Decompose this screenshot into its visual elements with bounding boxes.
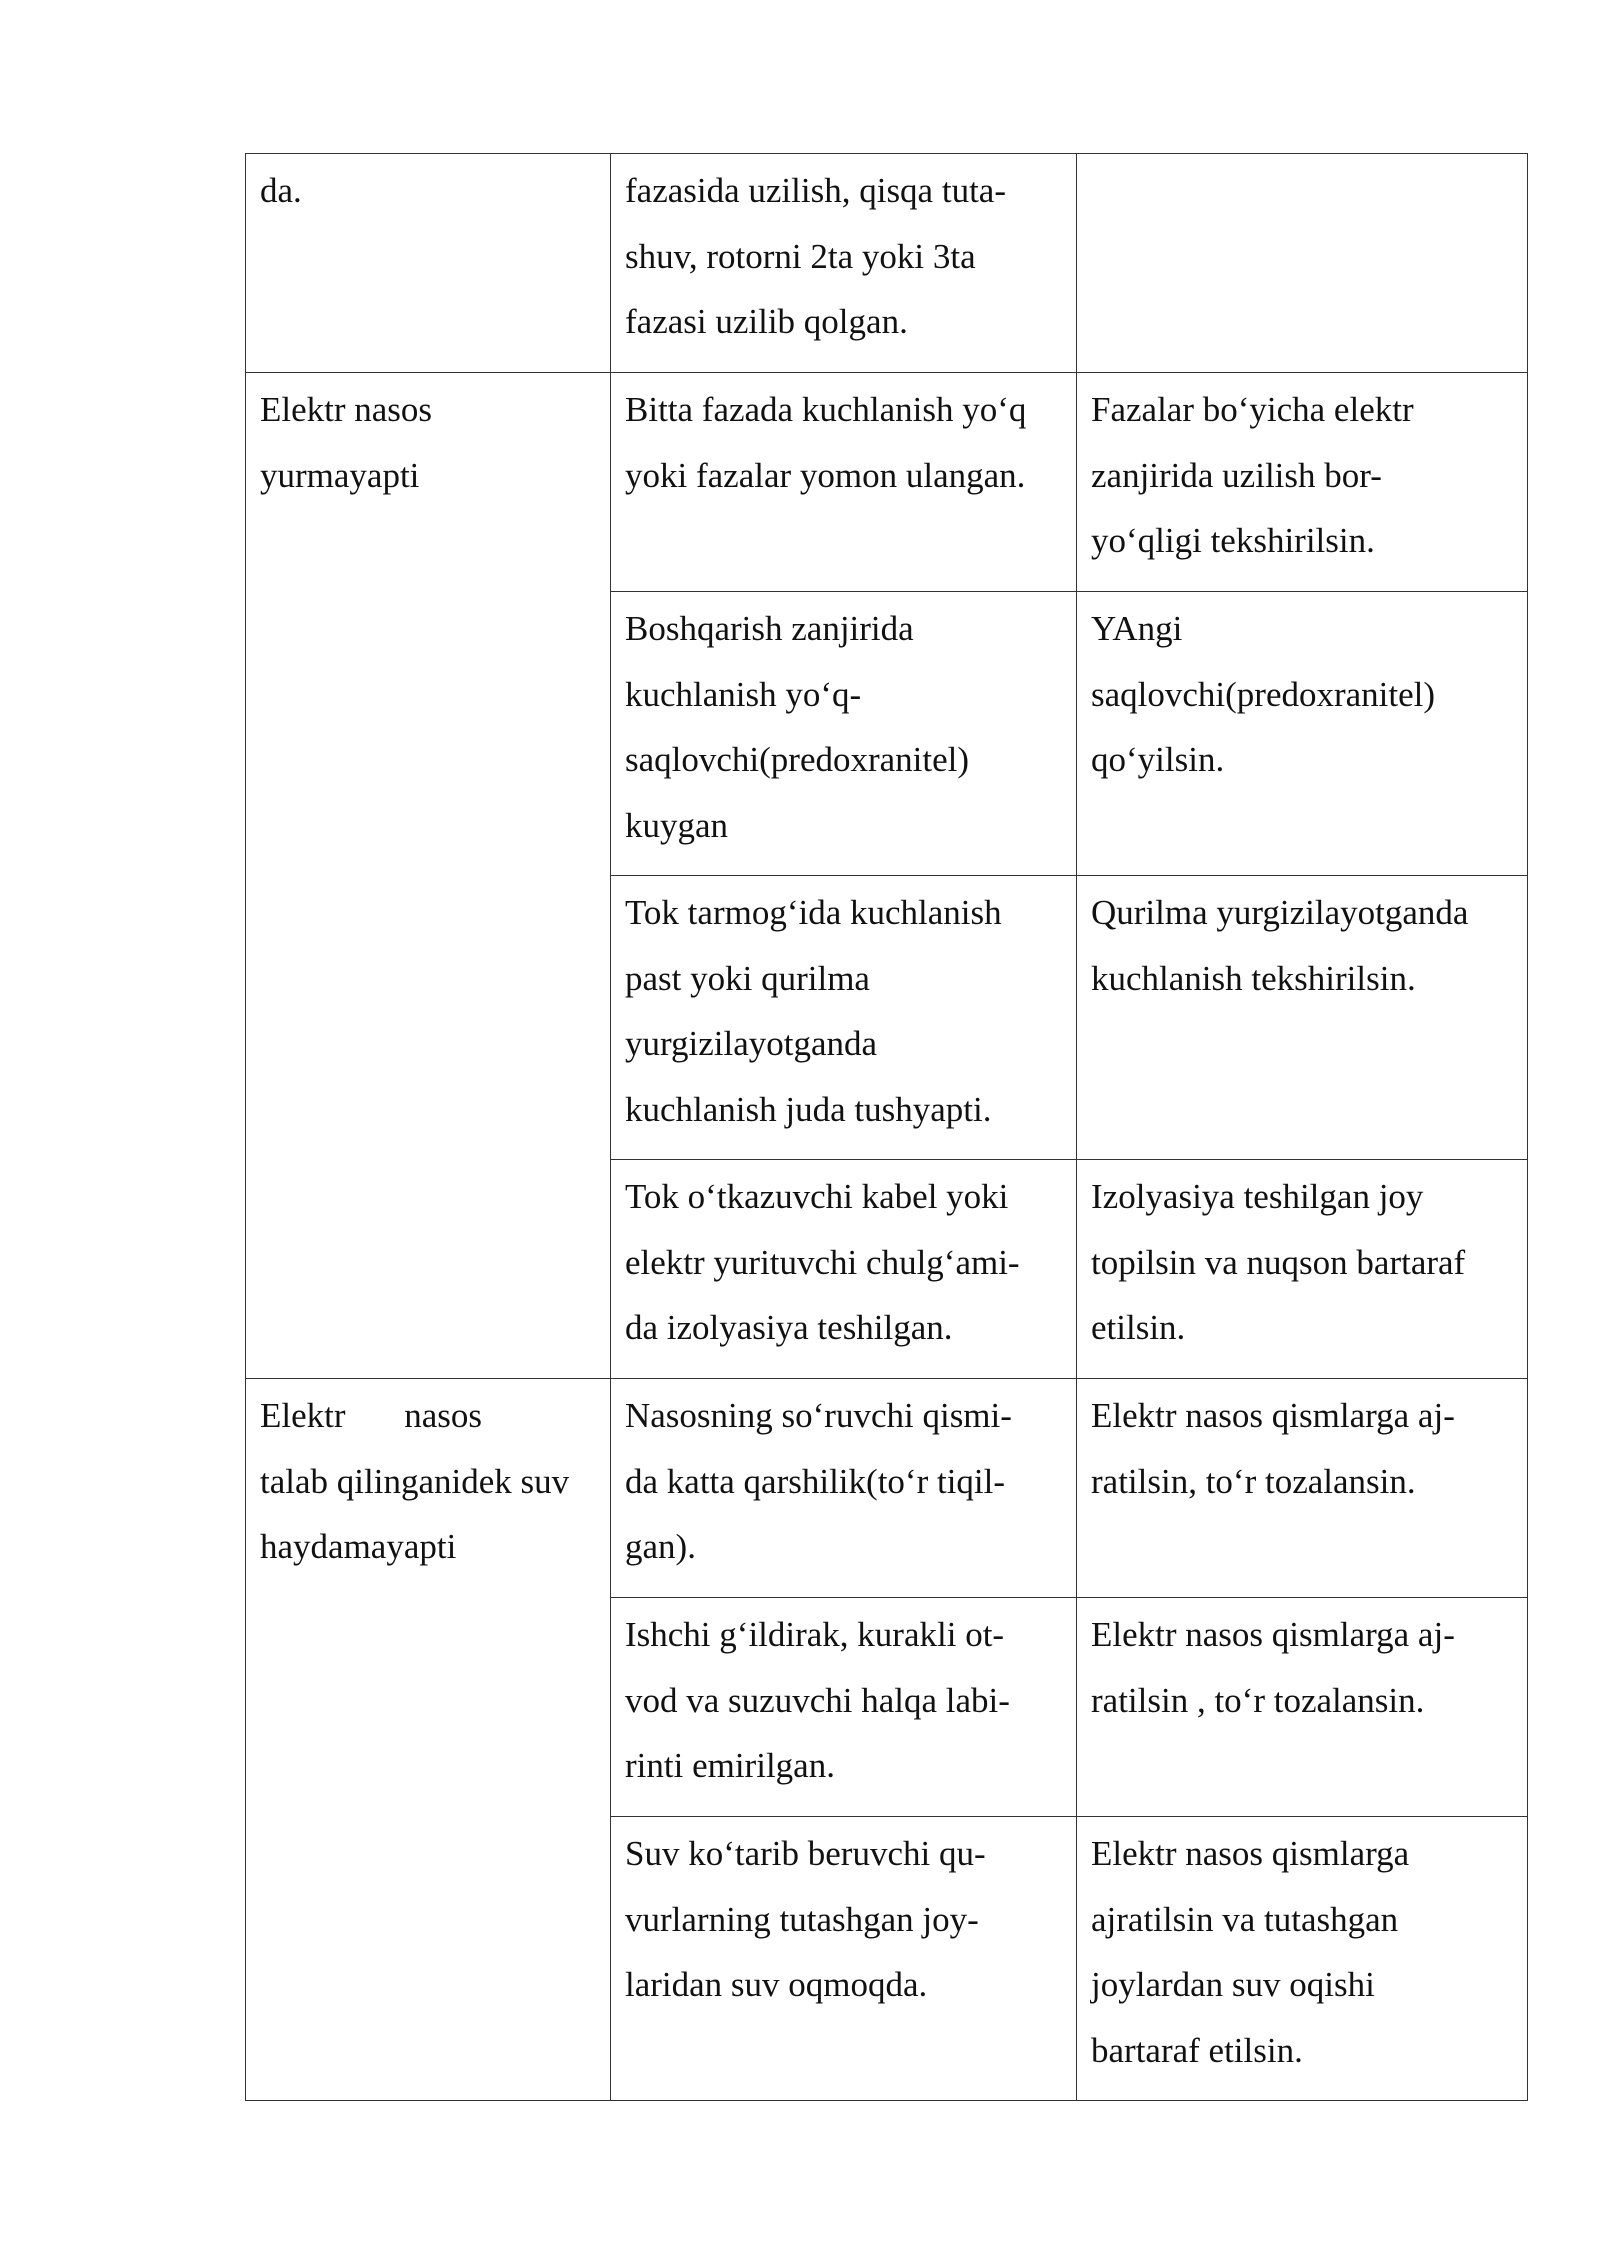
remedy-line: joylardan suv oqishi bbox=[1091, 1965, 1375, 2004]
cause-line: fazasida uzilish, qisqa tuta- bbox=[625, 171, 1006, 210]
cause-line: kuchlanish juda tushyapti. bbox=[625, 1089, 992, 1129]
cause-line: Tok tarmog‘ida kuchlanish bbox=[625, 893, 1002, 932]
symptom-line: Elektr nasos bbox=[260, 390, 433, 429]
cause-line: Nasosning so‘ruvchi qismi- bbox=[625, 1396, 1012, 1435]
remedy-line: topilsin va nuqson bartaraf bbox=[1091, 1242, 1466, 1282]
cause-cell bbox=[611, 1817, 1077, 2101]
symptom-line: talab qilinganidek suv bbox=[260, 1461, 570, 1501]
cause-cell bbox=[611, 592, 1077, 876]
cause-cell bbox=[611, 1160, 1077, 1379]
cause-line: rinti emirilgan. bbox=[625, 1746, 835, 1785]
cause-line: elektr yurituvchi chulg‘ami- bbox=[625, 1242, 1020, 1282]
cause-line: Boshqarish zanjirida bbox=[625, 609, 914, 648]
cause-line: kuygan bbox=[625, 805, 729, 845]
symptom-line: yurmayapti bbox=[260, 455, 420, 495]
table-row bbox=[246, 1379, 1528, 1598]
cause-line: Bitta fazada kuchlanish yo‘q bbox=[625, 390, 1027, 429]
remedy-line: ratilsin , to‘r tozalansin. bbox=[1091, 1680, 1425, 1720]
remedy-line: Fazalar bo‘yicha elektr bbox=[1091, 390, 1414, 429]
cause-line: yurgizilayotganda bbox=[625, 1024, 878, 1063]
cause-cell bbox=[611, 154, 1077, 373]
remedy-line: ajratilsin va tutashgan bbox=[1091, 1899, 1399, 1939]
symptom-cell bbox=[246, 373, 611, 1379]
remedy-cell bbox=[1077, 1598, 1528, 1817]
cause-line: vod va suzuvchi halqa labi- bbox=[625, 1680, 1010, 1720]
table-row bbox=[246, 373, 1528, 592]
remedy-line: kuchlanish tekshirilsin. bbox=[1091, 958, 1416, 998]
cause-line: gan). bbox=[625, 1527, 696, 1566]
cause-line: laridan suv oqmoqda. bbox=[625, 1965, 928, 2004]
remedy-line: YAngi bbox=[1091, 609, 1183, 648]
remedy-cell bbox=[1077, 876, 1528, 1160]
remedy-cell bbox=[1077, 373, 1528, 592]
remedy-line: Qurilma yurgizilayotganda bbox=[1091, 893, 1469, 932]
remedy-line: qo‘yilsin. bbox=[1091, 740, 1225, 779]
remedy-line: yo‘qligi tekshirilsin. bbox=[1091, 521, 1375, 560]
cause-line: fazasi uzilib qolgan. bbox=[625, 302, 908, 341]
remedy-cell bbox=[1077, 1160, 1528, 1379]
remedy-cell bbox=[1077, 154, 1528, 373]
cause-line: Suv ko‘tarib beruvchi qu- bbox=[625, 1834, 986, 1873]
symptom-cell bbox=[246, 154, 611, 373]
cause-line: saqlovchi(predoxranitel) bbox=[625, 740, 970, 779]
cause-cell bbox=[611, 373, 1077, 592]
symptom-text: da. bbox=[260, 171, 302, 210]
remedy-line: Elektr nasos qismlarga aj- bbox=[1091, 1396, 1455, 1435]
remedy-cell bbox=[1077, 592, 1528, 876]
remedy-line: zanjirida uzilish bor- bbox=[1091, 455, 1382, 495]
cause-line: shuv, rotorni 2ta yoki 3ta bbox=[625, 236, 976, 276]
cause-line: past yoki qurilma bbox=[625, 958, 870, 998]
remedy-cell bbox=[1077, 1817, 1528, 2101]
troubleshooting-table bbox=[245, 153, 1528, 2101]
remedy-line: bartaraf etilsin. bbox=[1091, 2030, 1303, 2070]
table-row bbox=[246, 154, 1528, 373]
cause-line: vurlarning tutashgan joy- bbox=[625, 1899, 979, 1939]
symptom-cell bbox=[246, 1379, 611, 2101]
cause-line: kuchlanish yo‘q- bbox=[625, 674, 862, 714]
cause-line: da izolyasiya teshilgan. bbox=[625, 1308, 953, 1347]
cause-line: Tok o‘tkazuvchi kabel yoki bbox=[625, 1177, 1009, 1216]
cause-line: yoki fazalar yomon ulangan. bbox=[625, 455, 1026, 495]
remedy-line: saqlovchi(predoxranitel) bbox=[1091, 674, 1436, 714]
remedy-line: etilsin. bbox=[1091, 1308, 1186, 1347]
remedy-line: Elektr nasos qismlarga bbox=[1091, 1834, 1410, 1873]
cause-line: da katta qarshilik(to‘r tiqil- bbox=[625, 1461, 1006, 1501]
symptom-line: haydamayapti bbox=[260, 1527, 457, 1566]
cause-line: Ishchi g‘ildirak, kurakli ot- bbox=[625, 1615, 1005, 1654]
symptom-line: Elektr nasos bbox=[260, 1396, 483, 1435]
remedy-line: Izolyasiya teshilgan joy bbox=[1091, 1177, 1424, 1216]
cause-cell bbox=[611, 876, 1077, 1160]
cause-cell bbox=[611, 1598, 1077, 1817]
cause-cell bbox=[611, 1379, 1077, 1598]
remedy-cell bbox=[1077, 1379, 1528, 1598]
remedy-line: ratilsin, to‘r tozalansin. bbox=[1091, 1461, 1416, 1501]
remedy-line: Elektr nasos qismlarga aj- bbox=[1091, 1615, 1455, 1654]
